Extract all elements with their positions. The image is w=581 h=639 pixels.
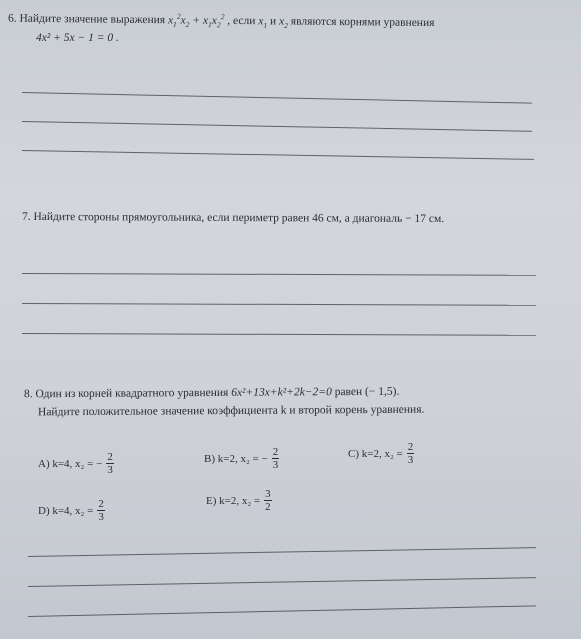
option-d-fraction: [97, 498, 105, 523]
question-6-line-1: [8, 10, 435, 32]
option-b-fraction: [272, 446, 280, 471]
option-a-denominator: 3: [107, 464, 113, 476]
option-a-label: A) k=4, x₂ = −: [38, 457, 103, 470]
question-6-text: Найдите значение выражения: [19, 12, 166, 27]
question-6-x1: $x_1$: [258, 15, 268, 30]
option-b-numerator: 2: [272, 446, 279, 458]
answer-line: [22, 121, 532, 132]
question-8-suffix: равен (− 1,5).: [334, 385, 400, 399]
option-d: [38, 498, 105, 523]
question-6-tail: являются корнями уравнения: [290, 15, 435, 30]
option-c-denominator: 3: [407, 454, 414, 466]
question-6-condition: , если: [227, 14, 256, 28]
option-a-numerator: 2: [107, 451, 113, 463]
option-e-numerator: 3: [265, 488, 271, 500]
answer-line: [28, 577, 536, 587]
option-a-fraction: [106, 451, 114, 476]
option-b-label: B) k=2, x₂ = −: [204, 452, 268, 465]
question-8-line-2: Найдите положительное значение коэффициента k и второй корень уравнения.: [37, 403, 425, 419]
option-c-fraction: [407, 441, 415, 466]
answer-line: [22, 273, 536, 276]
answer-line: [22, 333, 536, 336]
question-6-x2: $x_2$: [279, 15, 288, 30]
question-7-text: 7. Найдите стороны прямоугольника, если периметр равен 46 см, а диагональ − 17 см.: [21, 210, 445, 226]
question-8-line-1: [24, 386, 399, 401]
answer-line: [22, 303, 536, 306]
option-e-denominator: 2: [265, 501, 271, 513]
question-6-and: и: [269, 15, 277, 28]
option-e-fraction: [264, 488, 272, 513]
question-8-prefix: 8. Один из корней квадратного уравнения: [23, 386, 229, 401]
option-b: [204, 446, 279, 471]
question-8-equation: 6x²+13x+k²+2k−2=0: [231, 386, 332, 399]
option-c-numerator: 2: [407, 441, 414, 453]
question-6-equation: 4x² + 5x − 1 = 0 .: [36, 32, 119, 44]
option-b-denominator: 3: [272, 459, 279, 471]
answer-line: [22, 150, 534, 160]
option-d-denominator: 3: [98, 511, 104, 523]
question-6-number: 6.: [7, 12, 17, 25]
option-c-label: C) k=2, x₂ =: [348, 447, 403, 460]
answer-line: [22, 92, 532, 104]
question-6-expression: $x_1^2x_2 + x_1x_2^2$: [167, 11, 225, 30]
option-c: [348, 441, 414, 466]
option-a: [38, 451, 114, 476]
option-e-label: E) k=2, x₂ =: [206, 494, 261, 507]
answer-line: [28, 605, 536, 617]
answer-line: [28, 547, 536, 557]
option-d-numerator: 2: [98, 498, 104, 510]
option-d-label: D) k=4, x₂ =: [38, 504, 94, 517]
option-e: [206, 488, 272, 513]
